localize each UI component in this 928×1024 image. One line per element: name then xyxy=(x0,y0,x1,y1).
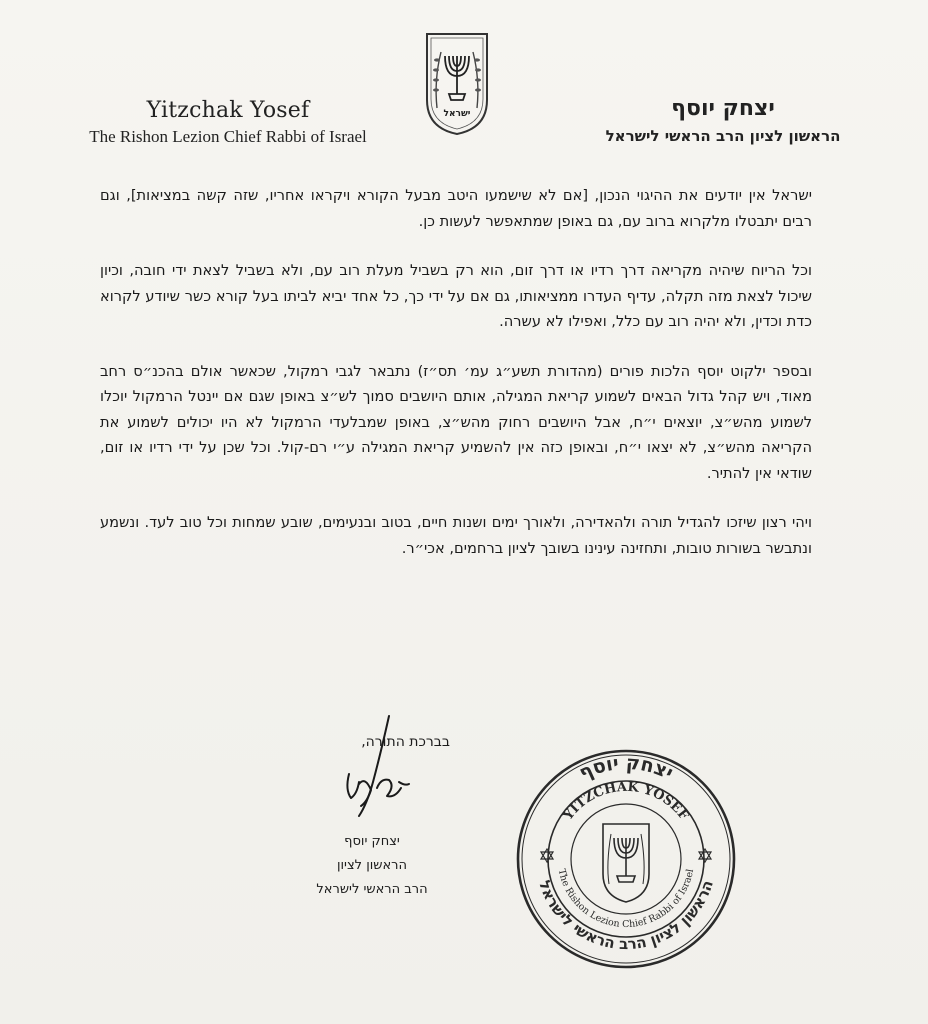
state-emblem-icon xyxy=(423,30,491,138)
paragraph-2: וכל הריוח שיהיה מקריאה דרך רדיו או דרך זום, הוא רק בשביל מעלת רוב עם, ולא בשביל לצאת ידי חובה, וכיון שיכול לצאת מזה תקלה, עדיף העדרו ממציאותו, גם אם על ידי כך, כל אחד יביא לביתו בעל קורא כשר שיודע לקרוא כדת וכדין, ולא יהיה רוב עם כלל, ואפילו לא עשרה. xyxy=(100,262,812,330)
closing-blessing: בברכת התורה, xyxy=(361,734,450,750)
emblem-caption: ישראל xyxy=(443,109,471,119)
stamp-emblem-icon xyxy=(603,824,649,902)
signer-title-1: הראשון לציון xyxy=(336,858,408,873)
signer-name: יצחק יוסף xyxy=(344,834,400,849)
letter-body xyxy=(100,183,812,585)
stamp-inner-bottom-text: The Rishon Lezion Chief Rabbi of Israel xyxy=(555,868,697,931)
rabbi-name-hebrew: יצחק יוסף xyxy=(671,96,775,121)
official-stamp xyxy=(513,746,739,972)
stamp-outer-bottom-text: הראשון לציון הרב הראשי לישראל xyxy=(535,877,717,954)
rabbi-name-english: Yitzchak Yosef xyxy=(146,98,310,123)
letterhead-hebrew xyxy=(558,96,888,145)
stamp-outer-top-text: יצחק יוסף xyxy=(575,751,677,785)
handwritten-signature xyxy=(315,712,425,822)
paragraph-3: ובספר ילקוט יוסף הלכות פורים (מהדורת תשע״ג עמ׳ תס״ז) נתבאר לגבי רמקול, שכאשר אולם בהכנ״ס רחב מאוד, ויש קהל גדול הבאים לשמוע קריאת המגילה, אותם היושבים סמוך לש״צ באופן שגם אם יינטל הרמקול יוכלו לשמוע מהש״צ, יוצאים י״ח, אבל היושבים רחוק מהש״צ, באופן שמבלעדי הרמקול לא היו יכולים לשמוע את הקריאה מהש״צ, לא יצאו י״ח, ובאופן כזה אין להשמיע קריאת המגילה ע״י רם-קול. וכל שכן על ידי רדיו או זום, שודאי אין להתיר. xyxy=(100,362,812,482)
paragraph-4: ויהי רצון שיזכו להגדיל תורה ולהאדירה, ולאורך ימים ושנות חיים, בטוב ובנעימים, שובע שמחות וכל טוב לעד. ונשמע ונתבשר בשורות טובות, ותחזינה עינינו בשובך לציון ברחמים, אכי״ר. xyxy=(100,514,812,557)
signer-title-2: הרב הראשי לישראל xyxy=(316,882,428,897)
paragraph-1: ישראל אין יודעים את ההיגוי הנכון, [אם לא שישמעו היטב מבעל הקורא ויקראו אחריו, שזה קשה במציאות], וגם רבים יתבטלו מלקרוא ברוב עם, גם באופן שמתאפשר לעשות כן. xyxy=(100,187,812,230)
letterhead-english xyxy=(48,98,408,147)
rabbi-title-english: The Rishon Lezion Chief Rabbi of Israel xyxy=(89,127,367,146)
signature-block xyxy=(282,830,462,902)
rabbi-title-hebrew: הראשון לציון הרב הראשי לישראל xyxy=(605,127,841,145)
stamp-inner-top-text: YITZCHAK YOSEF xyxy=(560,779,692,824)
